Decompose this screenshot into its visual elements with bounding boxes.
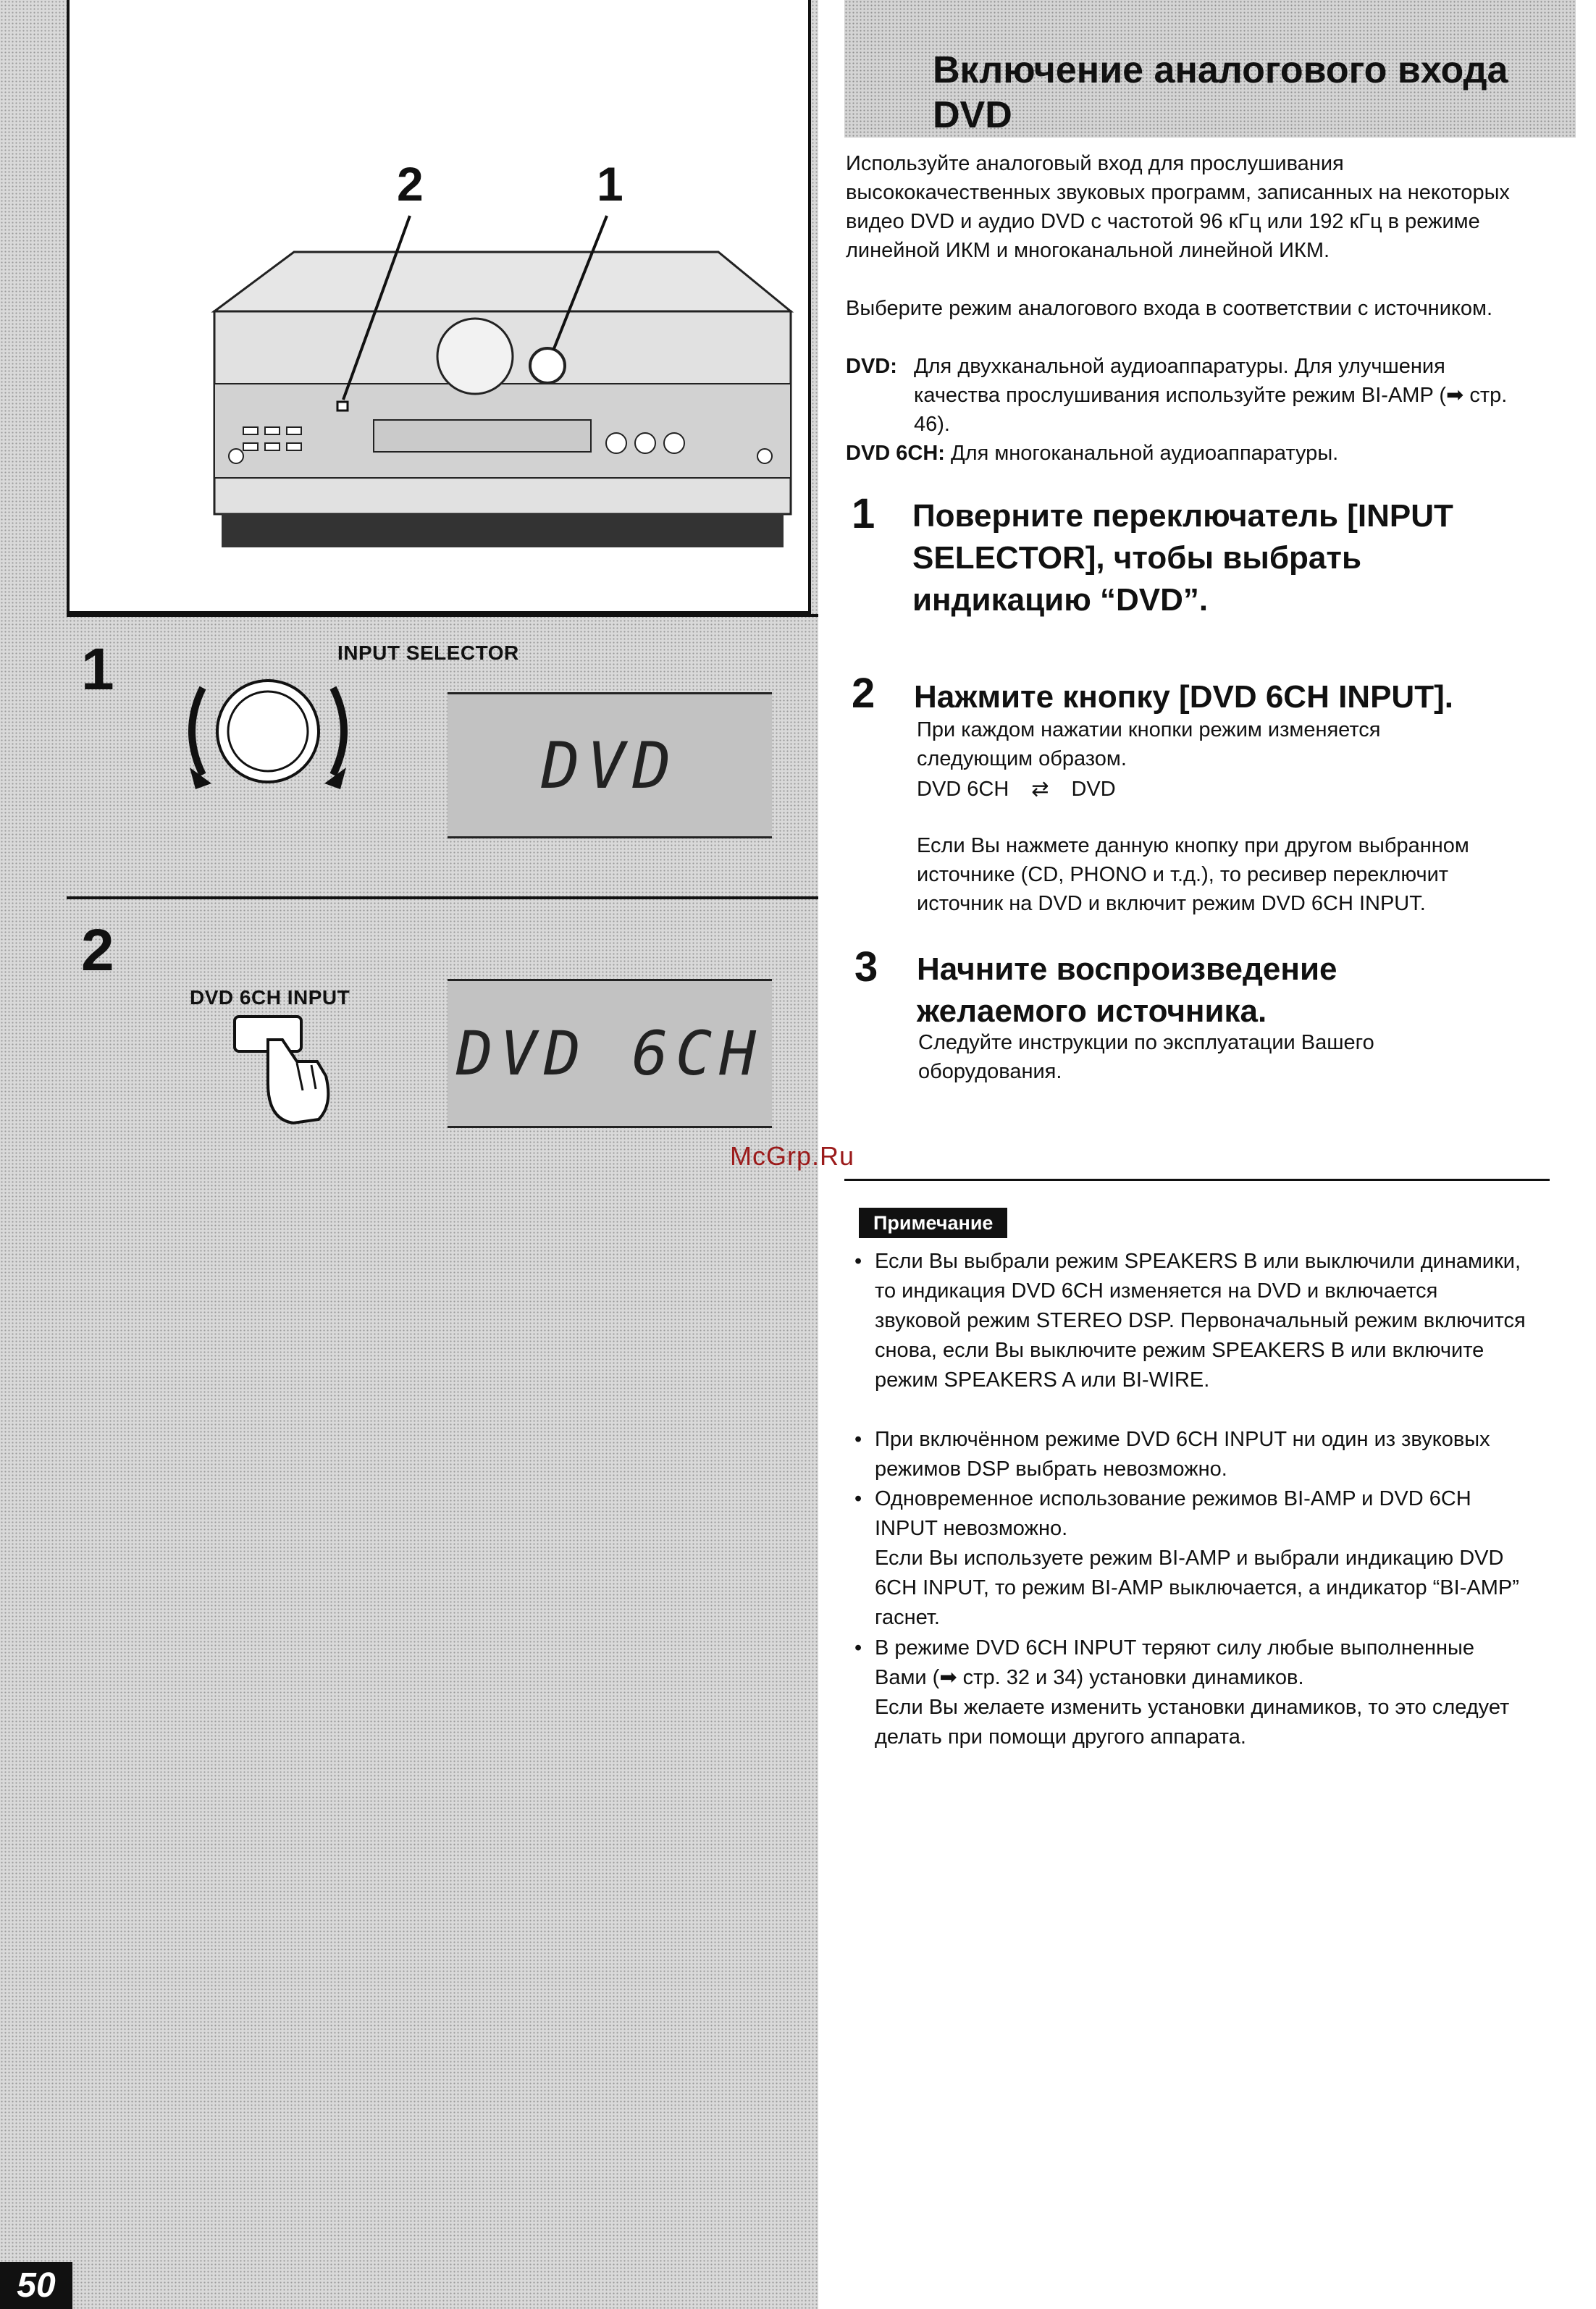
step-3-heading: Начните воспроизведение желаемого источника.: [917, 951, 1337, 1029]
receiver-front-panel-icon: [70, 0, 814, 614]
step-2-number: 2: [852, 670, 875, 717]
step-3-text: Следуйте инструкции по эксплуатации Вашего оборудования.: [918, 1031, 1374, 1083]
note-item: [854, 1247, 1528, 1395]
step-2-heading: Нажмите кнопку [DVD 6CH INPUT].: [914, 679, 1453, 715]
intro-paragraph-2: Выберите режим аналогового входа в соответствии с источником.: [846, 297, 1493, 320]
dvd-6ch-input-label: DVD 6CH INPUT: [190, 986, 350, 1009]
step-1-heading: Поверните переключатель [INPUT SELECTOR], чтобы выбрать индикацию “DVD”.: [912, 498, 1453, 618]
step-1-number: 1: [852, 490, 875, 537]
bullet: •: [854, 1250, 862, 1273]
lcd-display-dvd-6ch: DVD 6CH: [448, 979, 772, 1128]
divider: [67, 896, 818, 899]
input-selector-label: INPUT SELECTOR: [337, 642, 519, 664]
intro-paragraph-1: Используйте аналоговый вход для прослушивания высококачественных звуковых программ, записанных на некоторых видео DVD и аудио DVD с частотой 96 кГц или 192 кГц в режиме линейной ИКМ и многоканальной линейной ИКМ.: [846, 152, 1510, 262]
note-item-text: Одновременное использование режимов BI-AMP и DVD 6CH INPUT невозможно. Если Вы используете режим BI-AMP и выбрали индикацию DVD 6CH INPUT, то режим BI-AMP выключается, а индикатор “BI-AMP” гаснет.: [875, 1487, 1519, 1629]
note-item-text: В режиме DVD 6CH INPUT теряют силу любые выполненные Вами (➡ стр. 32 и 34) установки динамиков. Если Вы желаете изменить установки динамиков, то это следует делать при помощи другого аппарата.: [875, 1636, 1510, 1749]
step-2-text: При каждом нажатии кнопки режим изменяется следующим образом.: [917, 718, 1381, 770]
bullet: •: [854, 1636, 862, 1660]
watermark: McGrp.Ru: [730, 1141, 855, 1171]
note-item: [854, 1425, 1528, 1484]
receiver-illustration-box: [67, 0, 811, 614]
mode-dvd-6ch-desc: Для многоканальной аудиоаппаратуры.: [951, 442, 1339, 465]
note-item-text: Если Вы выбрали режим SPEAKERS B или выключили динамики, то индикация DVD 6CH изменяется на DVD и включается звуковой режим STEREO DSP. Первоначальный режим включится снова, если Вы выключите режим SPEAKERS B или включите режим SPEAKERS A или BI-WIRE.: [875, 1250, 1526, 1392]
note-divider: [844, 1179, 1550, 1181]
step-2-toggle: [917, 775, 1279, 804]
note-item-text: При включённом режиме DVD 6CH INPUT ни один из звуковых режимов DSP выбрать невозможно.: [875, 1428, 1490, 1481]
toggle-arrows-icon: ⇄: [1031, 778, 1049, 801]
bullet: •: [854, 1428, 862, 1451]
toggle-dvd-6ch: DVD 6CH: [917, 778, 1009, 801]
mode-dvd-6ch-term: DVD 6CH:: [846, 442, 945, 465]
rotary-knob-icon: [174, 666, 362, 796]
callout-1: 1: [597, 157, 623, 211]
mode-dvd-6ch: [846, 439, 1541, 468]
divider: [67, 614, 818, 617]
toggle-dvd: DVD: [1071, 778, 1116, 801]
note-item: [854, 1484, 1528, 1633]
finger-press-button-icon: [224, 1011, 340, 1134]
step-3-number: 3: [854, 943, 878, 991]
mode-dvd-term: DVD:: [846, 355, 897, 378]
page-title: Включение аналогового входа DVD: [933, 49, 1508, 136]
mode-dvd: [846, 352, 1541, 439]
step-2-note: Если Вы нажмете данную кнопку при другом выбранном источнике (CD, PHONO и т.д.), то ресивер переключит источник на DVD и включит режим DVD 6CH INPUT.: [917, 834, 1469, 915]
lcd-display-dvd: DVD: [448, 692, 772, 838]
note-item: [854, 1633, 1528, 1752]
bullet: •: [854, 1487, 862, 1510]
mode-dvd-desc: Для двухканальной аудиоаппаратуры. Для улучшения качества прослушивания используйте режим BI-AMP (➡ стр. 46).: [914, 355, 1508, 436]
panel1-step-number: 1: [81, 636, 114, 702]
callout-2: 2: [397, 157, 424, 211]
panel2-step-number: 2: [81, 917, 114, 983]
page-number: 50: [0, 2262, 72, 2309]
note-label: Примечание: [859, 1208, 1007, 1238]
